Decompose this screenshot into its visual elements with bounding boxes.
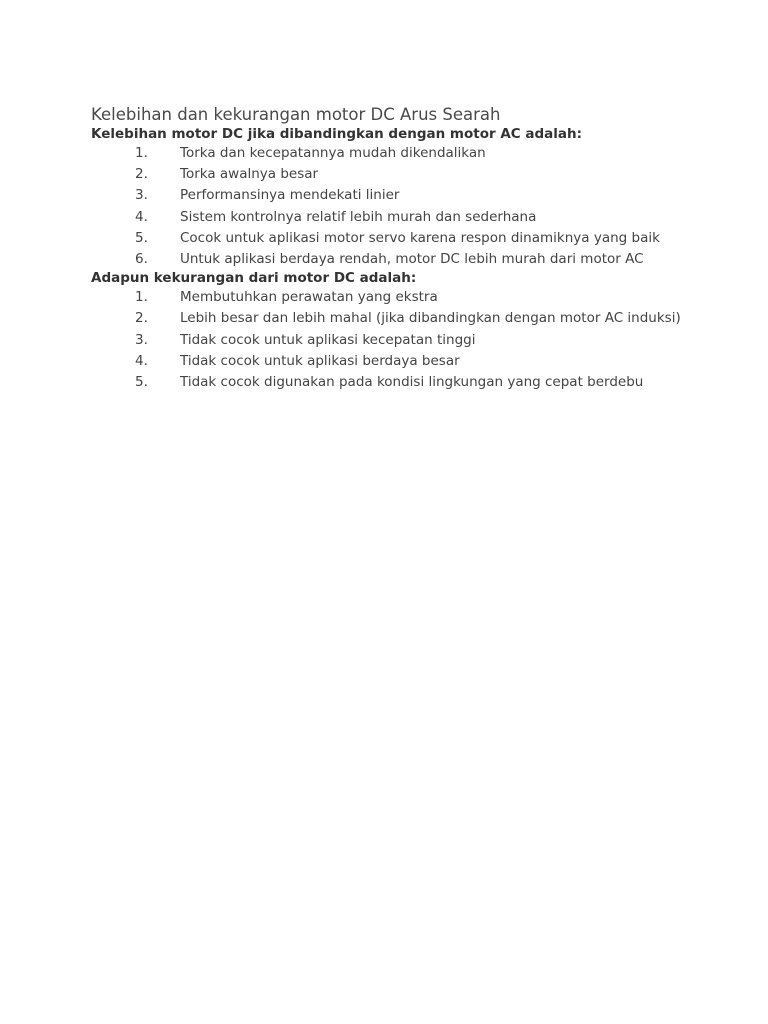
list-item-number: 1.	[135, 145, 148, 161]
list-item-number: 4.	[135, 208, 148, 225]
list-item-number: 5.	[135, 373, 148, 390]
list-item-text: Tidak cocok untuk aplikasi kecepatan tinggi	[180, 331, 476, 348]
list-item	[91, 143, 731, 164]
disadvantages-list	[91, 287, 731, 393]
list-item-number: 3.	[135, 187, 148, 204]
list-item-number: 4.	[135, 352, 148, 369]
list-item	[91, 372, 731, 393]
advantages-list	[91, 143, 731, 270]
document-body	[91, 104, 731, 393]
list-item-number: 5.	[135, 229, 148, 246]
list-item	[91, 207, 731, 228]
list-item-text: Cocok untuk aplikasi motor servo karena respon dinamiknya yang baik	[180, 229, 660, 246]
list-item-text: Sistem kontrolnya relatif lebih murah dan sederhana	[180, 208, 537, 225]
list-item-text: Torka dan kecepatannya mudah dikendalikan	[180, 145, 486, 161]
list-item	[91, 228, 731, 249]
list-item	[91, 330, 731, 351]
list-item-number: 3.	[135, 331, 148, 348]
list-item-text: Tidak cocok digunakan pada kondisi lingkungan yang cepat berdebu	[180, 373, 644, 390]
list-item	[91, 308, 731, 329]
list-item-number: 2.	[135, 166, 148, 183]
list-item-text: Membutuhkan perawatan yang ekstra	[180, 289, 438, 306]
advantages-heading: Kelebihan motor DC jika dibandingkan dengan motor AC adalah:	[91, 126, 583, 142]
list-item-number: 2.	[135, 310, 148, 327]
document-title: Kelebihan dan kekurangan motor DC Arus Searah	[91, 105, 501, 124]
list-item	[91, 249, 731, 270]
list-item-text: Lebih besar dan lebih mahal (jika dibandingkan dengan motor AC induksi)	[180, 310, 681, 327]
list-item-text: Torka awalnya besar	[180, 166, 319, 183]
list-item	[91, 164, 731, 185]
list-item	[91, 185, 731, 206]
list-item-text: Tidak cocok untuk aplikasi berdaya besar	[180, 352, 460, 369]
list-item	[91, 351, 731, 372]
list-item-text: Performansinya mendekati linier	[180, 187, 400, 204]
list-item-text: Untuk aplikasi berdaya rendah, motor DC lebih murah dari motor AC	[180, 250, 644, 267]
list-item-number: 6.	[135, 250, 148, 267]
list-item	[91, 287, 731, 308]
list-item-number: 1.	[135, 289, 148, 306]
disadvantages-heading: Adapun kekurangan dari motor DC adalah:	[91, 270, 417, 287]
